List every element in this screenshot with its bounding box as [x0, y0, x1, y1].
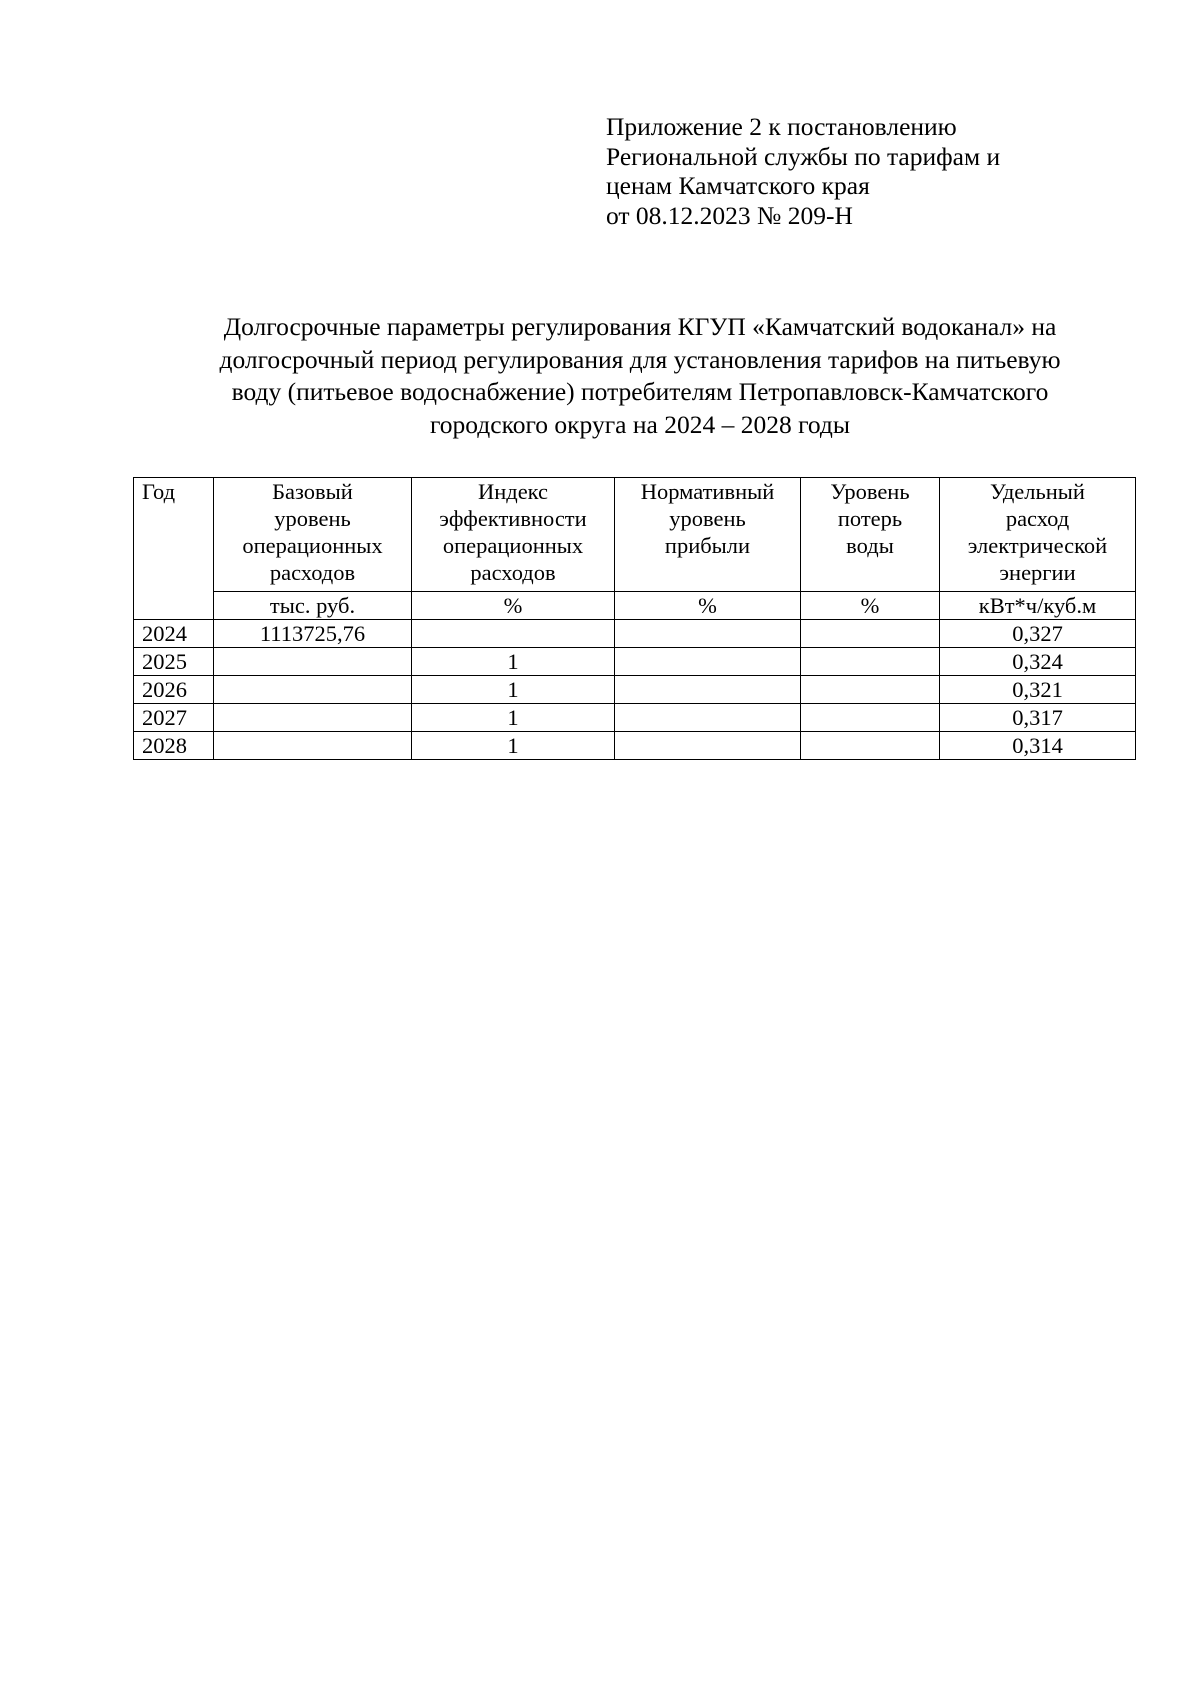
table-cell	[214, 732, 412, 760]
table-cell	[801, 732, 940, 760]
column-header-base-opex	[214, 478, 412, 592]
year-cell: 2025	[134, 648, 214, 676]
table-cell	[615, 648, 801, 676]
title-line: городского округа на 2024 – 2028 годы	[429, 409, 851, 439]
header-line: Уровень	[830, 479, 910, 504]
table-row	[134, 648, 1136, 676]
header-line: воды	[846, 533, 894, 558]
header-line: Базовый	[272, 479, 353, 504]
year-cell: 2028	[134, 732, 214, 760]
table-cell	[801, 704, 940, 732]
parameters-table	[133, 477, 1136, 760]
table-row	[134, 732, 1136, 760]
table-cell: 1113725,76	[214, 620, 412, 648]
table-cell	[801, 648, 940, 676]
table-cell	[214, 704, 412, 732]
column-header-energy-consumption	[940, 478, 1136, 592]
header-line: электрической	[967, 533, 1108, 558]
header-line: Удельный	[990, 479, 1085, 504]
table-cell: 1	[412, 732, 615, 760]
header-line: расходов	[269, 560, 356, 585]
table-cell	[615, 704, 801, 732]
column-header-efficiency-index	[412, 478, 615, 592]
title-line: долгосрочный период регулирования для установления тарифов на питьевую	[219, 344, 1061, 374]
table-cell	[615, 620, 801, 648]
appendix-line: от 08.12.2023 № 209-Н	[606, 200, 853, 230]
table-cell	[801, 676, 940, 704]
header-line: расходов	[470, 560, 556, 585]
column-header-normative-profit	[615, 478, 801, 592]
header-line: расход	[1005, 506, 1070, 531]
table-cell	[214, 676, 412, 704]
table-cell	[801, 620, 940, 648]
header-line: уровень	[274, 506, 351, 531]
unit-cell: кВт*ч/куб.м	[940, 592, 1136, 620]
table-header-row	[134, 478, 1136, 592]
table-cell: 0,317	[940, 704, 1136, 732]
appendix-line: Приложение 2 к постановлению	[606, 112, 957, 141]
document-title	[120, 311, 1160, 441]
table-row	[134, 704, 1136, 732]
appendix-line: Региональной службы по тарифам и	[606, 141, 1001, 171]
title-line: Долгосрочные параметры регулирования КГУП «Камчатский водоканал» на	[223, 312, 1057, 341]
header-line: операционных	[242, 533, 383, 558]
table-cell	[412, 620, 615, 648]
header-line: уровень	[669, 506, 746, 531]
header-line: энергии	[999, 560, 1076, 585]
year-cell: 2024	[134, 620, 214, 648]
year-column-header: Год	[134, 478, 214, 620]
year-cell: 2026	[134, 676, 214, 704]
header-line: операционных	[442, 533, 584, 558]
table-cell: 0,324	[940, 648, 1136, 676]
header-line: Нормативный	[640, 479, 775, 504]
header-line: Индекс	[477, 479, 549, 504]
table-cell	[214, 648, 412, 676]
unit-cell: %	[615, 592, 801, 620]
table-row	[134, 620, 1136, 648]
table-cell	[615, 676, 801, 704]
table-cell: 1	[412, 648, 615, 676]
appendix-reference	[606, 112, 1126, 230]
header-line: потерь	[837, 506, 903, 531]
table-cell: 1	[412, 704, 615, 732]
unit-cell: %	[412, 592, 615, 620]
unit-cell: %	[801, 592, 940, 620]
table-cell: 0,321	[940, 676, 1136, 704]
appendix-line: ценам Камчатского края	[606, 171, 870, 200]
table-units-row	[134, 592, 1136, 620]
header-line: эффективности	[439, 506, 587, 531]
table-cell: 0,327	[940, 620, 1136, 648]
table-cell	[615, 732, 801, 760]
header-line: прибыли	[664, 533, 751, 558]
table-cell: 0,314	[940, 732, 1136, 760]
unit-cell: тыс. руб.	[214, 592, 412, 620]
column-header-water-loss	[801, 478, 940, 592]
table-cell: 1	[412, 676, 615, 704]
year-cell: 2027	[134, 704, 214, 732]
table-row	[134, 676, 1136, 704]
title-line: воду (питьевое водоснабжение) потребителям Петропавловск-Камчатского	[231, 377, 1049, 406]
